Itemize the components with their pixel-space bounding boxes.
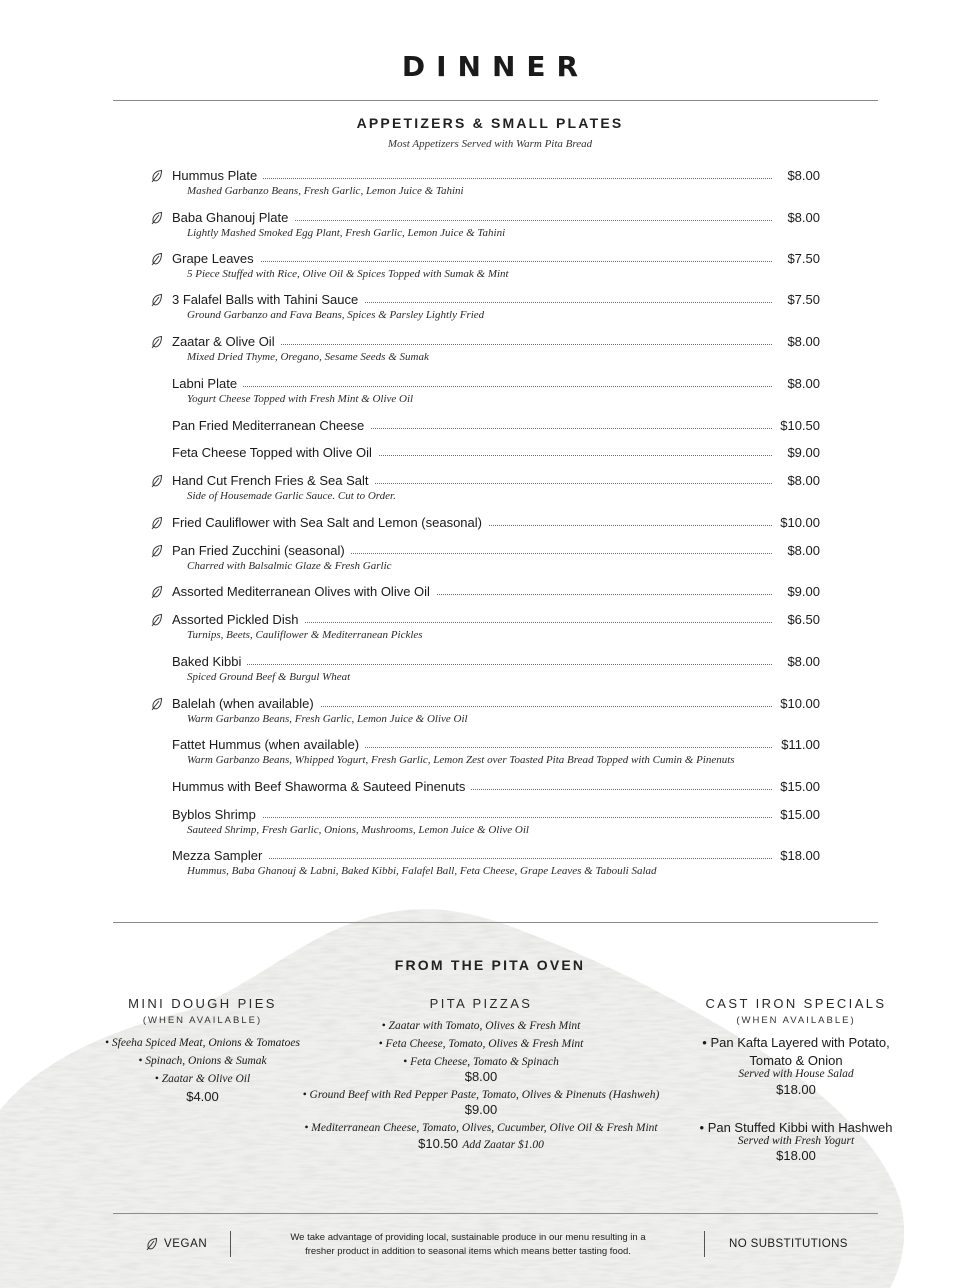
menu-item-name: Hummus with Beef Shaworma & Sauteed Pinenuts	[172, 779, 471, 794]
menu-item-price: $11.00	[778, 737, 820, 752]
menu-item-description: Charred with Balsalmic Glaze & Fresh Garlic	[187, 560, 392, 572]
menu-item-description: Lightly Mashed Smoked Egg Plant, Fresh Garlic, Lemon Juice & Tahini	[187, 227, 506, 239]
menu-item-name: Assorted Pickled Dish	[172, 612, 304, 627]
menu-item-name: Hummus Plate	[172, 168, 263, 183]
menu-item-price: $9.00	[784, 584, 820, 599]
menu-item	[150, 210, 820, 239]
pita-pizza-item: • Ground Beef with Red Pepper Paste, Tomato, Olives & Pinenuts (Hashweh)	[302, 1089, 660, 1101]
menu-item-line	[150, 168, 820, 186]
footer	[113, 1225, 878, 1265]
leaf-icon	[150, 516, 164, 530]
menu-item	[150, 696, 820, 725]
pita-pizza-price: $10.50	[418, 1136, 458, 1151]
mini-dough-item: • Zaatar & Olive Oil	[154, 1073, 251, 1085]
divider	[113, 100, 878, 101]
pita-pizza-item: • Mediterranean Cheese, Tomato, Olives, Cucumber, Olive Oil & Fresh Mint	[304, 1122, 658, 1134]
pita-pizza-price: $9.00	[464, 1102, 498, 1117]
menu-item	[150, 473, 820, 502]
menu-item-price: $10.00	[777, 696, 820, 711]
mini-dough-price: $4.00	[186, 1089, 219, 1104]
menu-item	[150, 334, 820, 363]
mini-dough-pies-title: MINI DOUGH PIES	[128, 996, 277, 1011]
menu-item-line	[150, 292, 820, 310]
dotted-leader	[172, 817, 772, 818]
menu-item-line	[150, 418, 820, 436]
leaf-icon	[150, 252, 164, 266]
menu-item-description: Ground Garbanzo and Fava Beans, Spices & Parsley Lightly Fried	[187, 309, 485, 321]
menu-item-name: Hand Cut French Fries & Sea Salt	[172, 473, 375, 488]
menu-item-price: $10.00	[777, 515, 820, 530]
footer-note-line: We take advantage of providing local, sustainable produce in our menu resulting in a	[290, 1232, 646, 1243]
leaf-icon	[150, 613, 164, 627]
menu-item	[150, 515, 820, 533]
cast-iron-section	[680, 996, 912, 1163]
dotted-leader	[172, 261, 772, 262]
menu-item-name: Balelah (when available)	[172, 696, 320, 711]
menu-item	[150, 418, 820, 436]
cast-iron-title: CAST IRON SPECIALS	[705, 996, 887, 1011]
pita-pizza-price-row	[281, 1135, 681, 1153]
pita-pizzas-title: PITA PIZZAS	[429, 996, 533, 1011]
menu-item-description: Warm Garbanzo Beans, Fresh Garlic, Lemon Juice & Olive Oil	[187, 713, 468, 725]
mini-dough-pies-note: (WHEN AVAILABLE)	[142, 1015, 263, 1026]
menu-item-line	[150, 612, 820, 630]
menu-item-line	[150, 696, 820, 714]
divider	[113, 1213, 878, 1214]
pita-pizza-item: • Zaatar with Tomato, Olives & Fresh Mint	[381, 1020, 581, 1032]
menu-item-line	[150, 473, 820, 491]
leaf-icon	[150, 335, 164, 349]
pita-pizza-price: $8.00	[464, 1069, 498, 1084]
menu-item-price: $10.50	[777, 418, 820, 433]
menu-item-price: $15.00	[777, 807, 820, 822]
menu-item	[150, 612, 820, 641]
cast-iron-price: $18.00	[776, 1082, 816, 1097]
menu-item	[150, 779, 820, 797]
menu-item-description: Spiced Ground Beef & Burgul Wheat	[187, 671, 351, 683]
dotted-leader	[172, 664, 772, 665]
menu-item-line	[150, 779, 820, 797]
pita-pizza-item: • Feta Cheese, Tomato & Spinach	[403, 1056, 559, 1068]
cast-iron-item: • Pan Stuffed Kibbi with Hashweh	[699, 1120, 893, 1135]
menu-item-description: Mixed Dried Thyme, Oregano, Sesame Seeds & Sumak	[187, 351, 429, 363]
menu-item-name: Baked Kibbi	[172, 654, 247, 669]
pita-oven-title: FROM THE PITA OVEN	[394, 957, 586, 973]
menu-item-line	[150, 445, 820, 463]
mini-dough-item: • Sfeeha Spiced Meat, Onions & Tomatoes	[105, 1037, 300, 1049]
menu-item-description: Mashed Garbanzo Beans, Fresh Garlic, Lemon Juice & Tahini	[187, 185, 464, 197]
menu-item-name: Pan Fried Mediterranean Cheese	[172, 418, 370, 433]
footer-separator	[704, 1231, 705, 1257]
menu-item-price: $8.00	[784, 543, 820, 558]
leaf-icon	[150, 474, 164, 488]
menu-item	[150, 584, 820, 602]
menu-item-line	[150, 584, 820, 602]
menu-item-line	[150, 543, 820, 561]
leaf-icon	[150, 211, 164, 225]
menu-item-name: 3 Falafel Balls with Tahini Sauce	[172, 292, 364, 307]
menu-item	[150, 543, 820, 572]
leaf-icon	[150, 169, 164, 183]
menu-item-description: Sauteed Shrimp, Fresh Garlic, Onions, Mushrooms, Lemon Juice & Olive Oil	[187, 824, 529, 836]
menu-item-name: Labni Plate	[172, 376, 243, 391]
pita-pizzas-section	[281, 996, 681, 1153]
menu-item	[150, 251, 820, 280]
menu-item-name: Grape Leaves	[172, 251, 260, 266]
footer-note	[253, 1231, 683, 1259]
menu-item-description: Side of Housemade Garlic Sauce. Cut to Order.	[187, 490, 396, 502]
leaf-icon	[145, 1237, 159, 1251]
menu-item-line	[150, 848, 820, 866]
menu-item-price: $8.00	[784, 376, 820, 391]
menu-item-description: Warm Garbanzo Beans, Whipped Yogurt, Fresh Garlic, Lemon Zest over Toasted Pita Bread Topped with Cumin & Pinenuts	[187, 754, 735, 766]
no-substitutions: NO SUBSTITUTIONS	[729, 1238, 848, 1250]
leaf-icon	[150, 544, 164, 558]
dotted-leader	[172, 386, 772, 387]
menu-item-price: $15.00	[777, 779, 820, 794]
menu-item-price: $8.00	[784, 654, 820, 669]
menu-item	[150, 807, 820, 836]
menu-item-line	[150, 654, 820, 672]
menu-item-line	[150, 376, 820, 394]
mini-dough-item: • Spinach, Onions & Sumak	[138, 1055, 267, 1067]
menu-item-description: Turnips, Beets, Cauliflower & Mediterranean Pickles	[187, 629, 423, 641]
menu-item-line	[150, 737, 820, 755]
menu-item	[150, 737, 820, 766]
page-title: DINNER	[401, 50, 590, 83]
menu-item-name: Fried Cauliflower with Sea Salt and Lemon (seasonal)	[172, 515, 488, 530]
menu-item-name: Byblos Shrimp	[172, 807, 262, 822]
menu-item	[150, 848, 820, 877]
menu-item-description: Yogurt Cheese Topped with Fresh Mint & Olive Oil	[187, 393, 414, 405]
menu-item-name: Feta Cheese Topped with Olive Oil	[172, 445, 378, 460]
cast-iron-desc: Served with Fresh Yogurt	[737, 1135, 855, 1147]
menu-item	[150, 445, 820, 463]
menu-item-price: $8.00	[784, 473, 820, 488]
menu-item-price: $7.50	[784, 292, 820, 307]
menu-item-name: Assorted Mediterranean Olives with Olive Oil	[172, 584, 436, 599]
menu-item	[150, 292, 820, 321]
menu-item-price: $6.50	[784, 612, 820, 627]
menu-item-name: Pan Fried Zucchini (seasonal)	[172, 543, 351, 558]
menu-item-price: $8.00	[784, 210, 820, 225]
menu-item-line	[150, 210, 820, 228]
menu-item-description: Hummus, Baba Ghanouj & Labni, Baked Kibbi, Falafel Ball, Feta Cheese, Grape Leaves & Tabouli Salad	[187, 865, 657, 877]
menu-item-name: Baba Ghanouj Plate	[172, 210, 294, 225]
footer-separator	[230, 1231, 231, 1257]
menu-item-line	[150, 807, 820, 825]
appetizers-subtitle: Most Appetizers Served with Warm Pita Bread	[387, 138, 593, 150]
menu-item-price: $18.00	[777, 848, 820, 863]
leaf-icon	[150, 293, 164, 307]
menu-item-price: $7.50	[784, 251, 820, 266]
cast-iron-item: • Pan Kafta Layered with Potato,	[702, 1035, 890, 1050]
leaf-icon	[150, 585, 164, 599]
menu-item-price: $8.00	[784, 334, 820, 349]
menu-item-name: Mezza Sampler	[172, 848, 268, 863]
leaf-icon	[150, 697, 164, 711]
menu-item-description: 5 Piece Stuffed with Rice, Olive Oil & Spices Topped with Sumak & Mint	[187, 268, 509, 280]
pita-pizza-item: • Feta Cheese, Tomato, Olives & Fresh Mint	[378, 1038, 584, 1050]
menu-item-line	[150, 515, 820, 533]
cast-iron-price: $18.00	[776, 1148, 816, 1163]
vegan-label: VEGAN	[164, 1238, 208, 1250]
menu-item-line	[150, 334, 820, 352]
menu-item	[150, 654, 820, 683]
menu-item-name: Fattet Hummus (when available)	[172, 737, 365, 752]
footer-note-line: fresher product in addition to seasonal items which means better tasting food.	[305, 1246, 631, 1257]
appetizers-title: APPETIZERS & SMALL PLATES	[356, 115, 624, 131]
menu-item-price: $9.00	[784, 445, 820, 460]
menu-item-price: $8.00	[784, 168, 820, 183]
divider	[113, 922, 878, 923]
cast-iron-desc: Served with House Salad	[738, 1068, 854, 1080]
add-zaatar-note: Add Zaatar $1.00	[462, 1139, 544, 1151]
menu-item	[150, 168, 820, 197]
menu-item-name: Zaatar & Olive Oil	[172, 334, 281, 349]
cast-iron-note: (WHEN AVAILABLE)	[736, 1015, 856, 1026]
cast-iron-item: Tomato & Onion	[749, 1053, 843, 1068]
menu-item-line	[150, 251, 820, 269]
menu-item	[150, 376, 820, 405]
